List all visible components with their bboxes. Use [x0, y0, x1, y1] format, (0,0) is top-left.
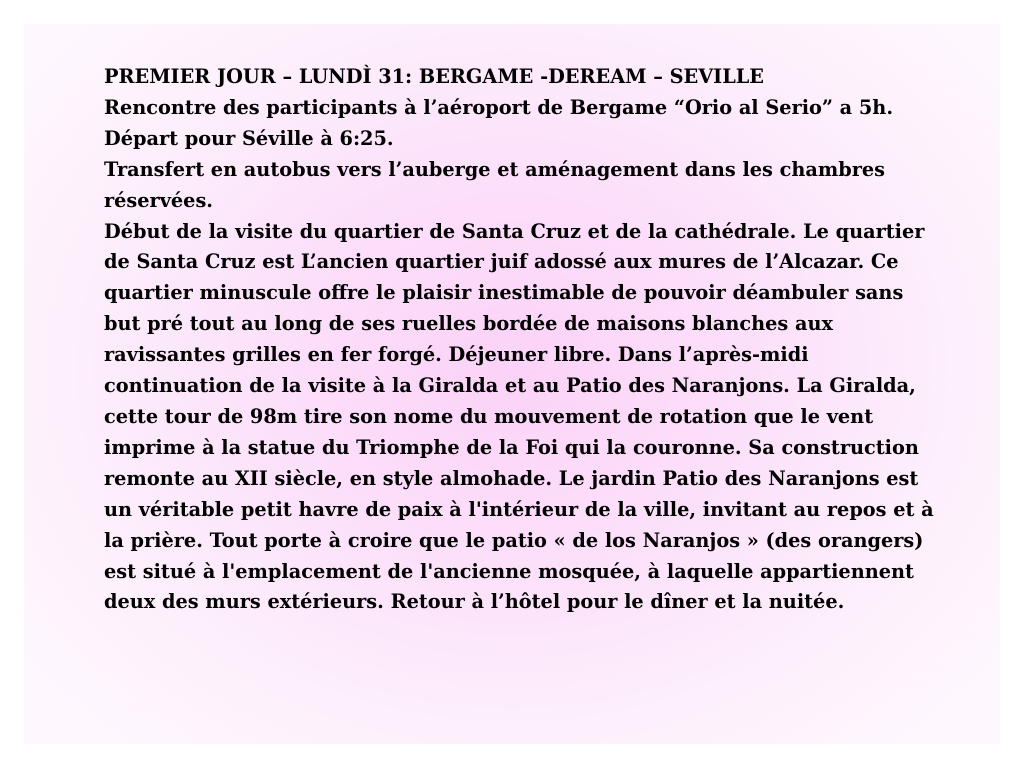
- meeting-paragraph: Rencontre des participants à l’aéroport de Bergame “Orio al Serio” a 5h.: [104, 95, 894, 119]
- visit-description-paragraph: Début de la visite du quartier de Santa Cruz et de la cathédrale. Le quartier de Santa Cruz est L’ancien quartier juif adossé aux mures de l’Alcazar. Ce quartier minuscule offre le plaisir inestimable de pouvoir déambuler sans but pré tout au long de ses ruelles bordée de maisons blanches aux ravissantes grilles en fer forgé. Déjeuner libre. Dans l’après-midi continuation de la visite à la Giralda et au Patio des Naranjons. La Giralda, cette tour de 98m tire son nome du mouvement de rotation que le vent imprime à la statue du Triomphe de la Foi qui la couronne. Sa construction remonte au XII siècle, en style almohade. Le jardin Patio des Naranjons est un véritable petit havre de paix à l'intérieur de la ville, invitant au repos et à la prière. Tout porte à croire que le patio « de los Naranjos » (des orangers) est situé à l'emplacement de l'ancienne mosquée, à laquelle appartiennent deux des murs extérieurs. Retour à l’hôtel pour le dîner et la nuitée.: [104, 219, 934, 614]
- itinerary-text-block: [104, 62, 934, 618]
- slide-background: [24, 24, 1000, 744]
- departure-paragraph: Départ pour Séville à 6:25.: [104, 126, 394, 150]
- transfer-paragraph: Transfert en autobus vers l’auberge et aménagement dans les chambres réservées.: [104, 157, 886, 212]
- day-heading: PREMIER JOUR – LUNDÌ 31: BERGAME -DEREAM – SEVILLE: [104, 65, 765, 88]
